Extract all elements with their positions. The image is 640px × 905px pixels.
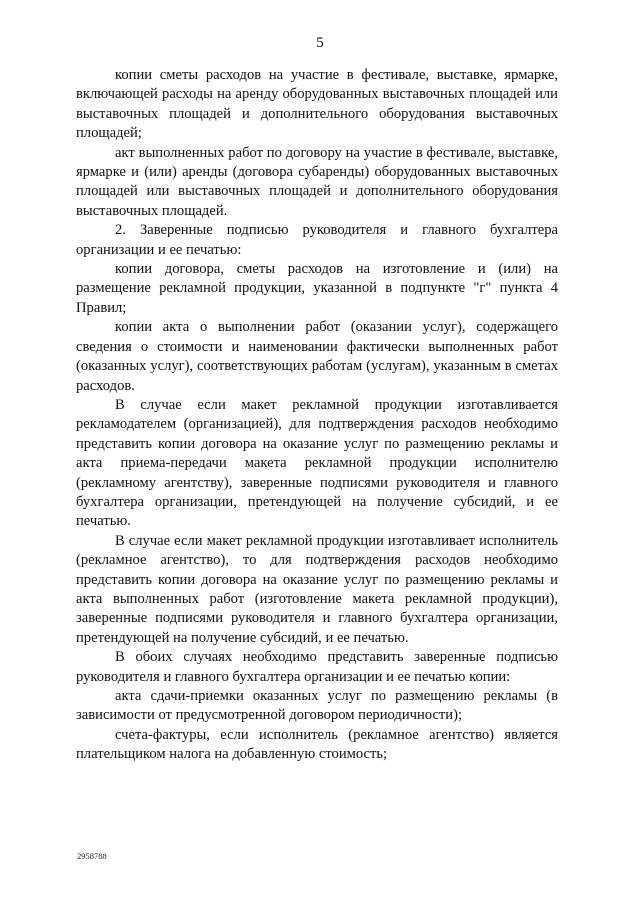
paragraph: акт выполненных работ по договору на участие в фестивале, выставке, ярмарке и (или) аренды (договора субаренды) оборудованных выставочных площадей или выставочных площадей и дополнительного оборудования выставочных площадей. <box>76 144 558 219</box>
paragraph: копии сметы расходов на участие в фестивале, выставке, ярмарке, включающей расходы на аренду оборудованных выставочных площадей или выставочных площадей и дополнительного оборудования выставочных площадей; <box>76 67 558 142</box>
document-body <box>76 66 558 765</box>
paragraph: В случае если макет рекламной продукции изготавливает исполнитель (рекламное агентство), то для подтверждения расходов необходимо представить копии договора на оказание услуг по размещению рекламы и акта выполненных работ (изготовление макета рекламной продукции), заверенные подписями руководителя и главного бухгалтера организации, претендующей на получение субсидий, и ее печатью. <box>76 532 558 646</box>
paragraph: В обоих случаях необходимо представить заверенные подписью руководителя и главного бухгалтера организации и ее печатью копии: <box>76 649 558 685</box>
paragraph: счета-фактуры, если исполнитель (рекламное агентство) является плательщиком налога на добавленную стоимость; <box>76 726 558 763</box>
paragraph: акта сдачи-приемки оказанных услуг по размещению рекламы (в зависимости от предусмотренной договором периодичности); <box>76 688 558 724</box>
paragraph: 2. Заверенные подписью руководителя и главного бухгалтера организации и ее печатью: <box>76 222 558 258</box>
paragraph: В случае если макет рекламной продукции изготавливается рекламодателем (организацией), для подтверждения расходов необходимо представить копии договора на оказание услуг по размещению рекламы и акта приема-передачи макета рекламной продукции исполнителю (рекламному агентству), заверенные подписями руководителя и главного бухгалтера организации, претендующей на получение субсидий, и ее печатью. <box>76 396 558 530</box>
paragraph: копии договора, сметы расходов на изготовление и (или) на размещение рекламной продукции, указанной в подпункте "г" пункта 4 Правил; <box>76 261 558 316</box>
document-code: 2958788 <box>77 851 107 861</box>
paragraph: копии акта о выполнении работ (оказании услуг), содержащего сведения о стоимости и наименовании фактически выполненных работ (оказанных услуг), соответствующих работам (услугам), указанным в сметах расходов. <box>76 319 558 394</box>
page-number: 5 <box>316 35 324 51</box>
